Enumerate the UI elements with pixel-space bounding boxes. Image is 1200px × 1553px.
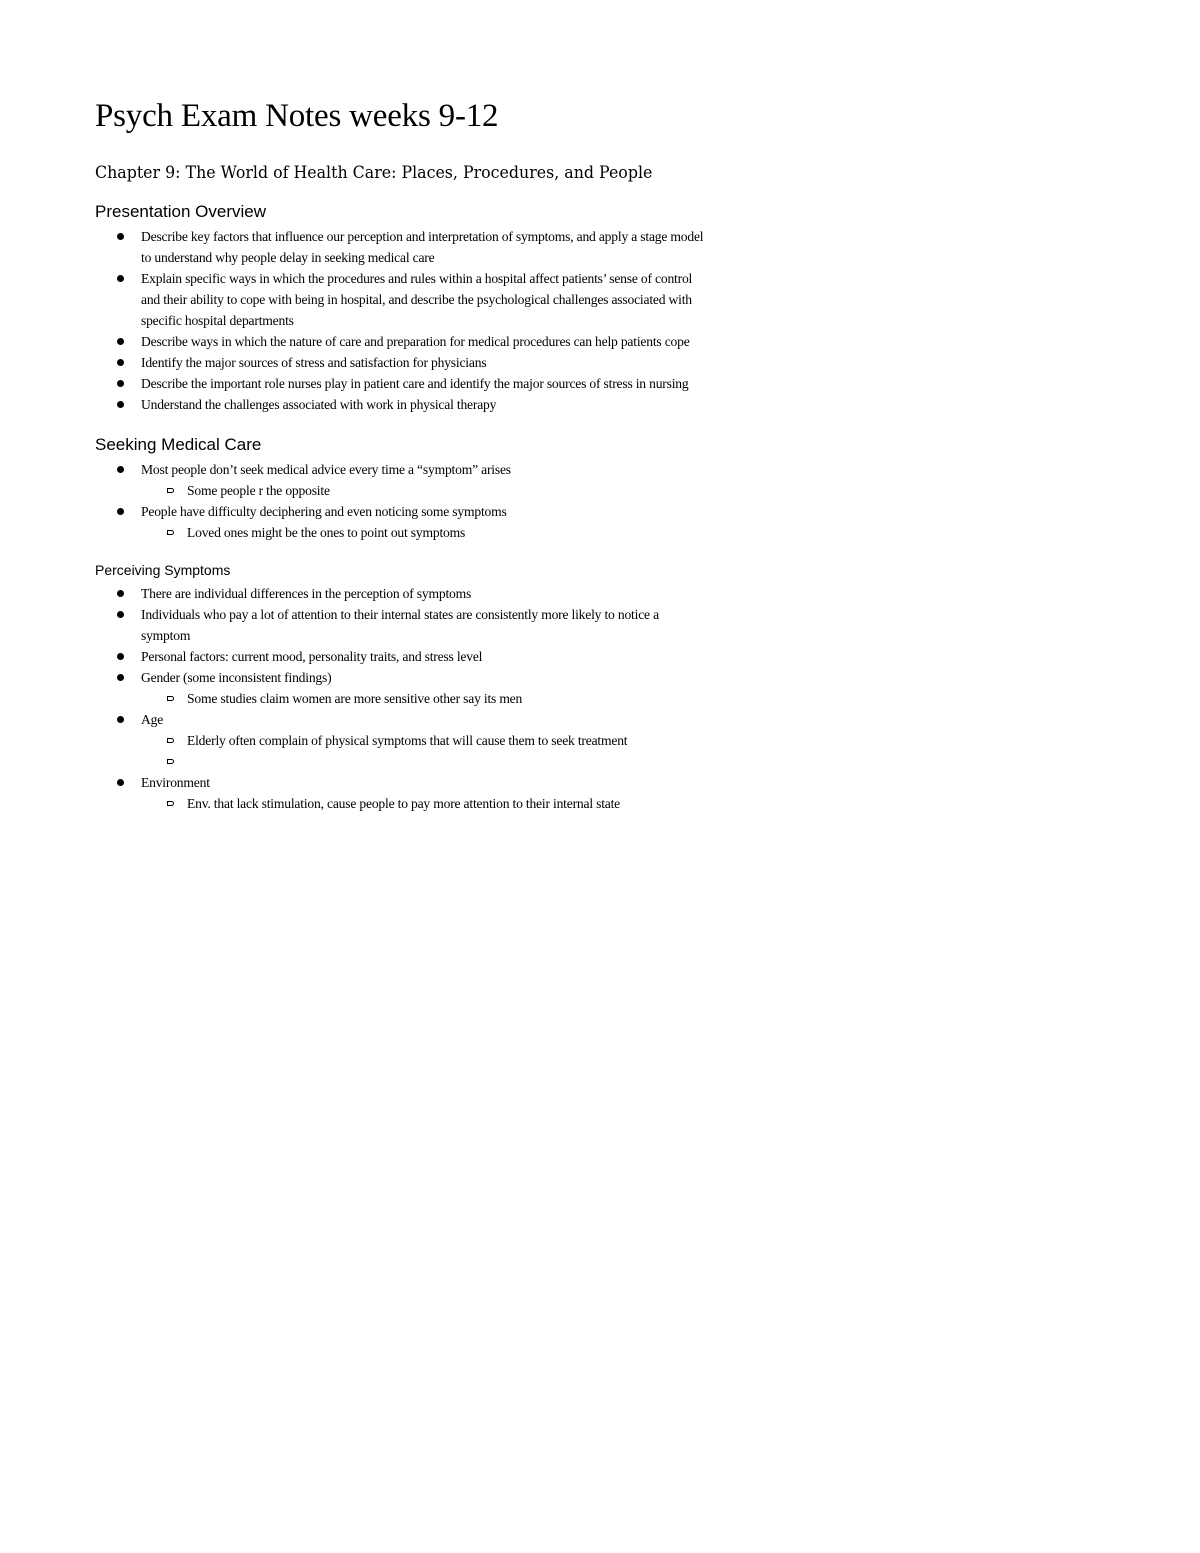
sub-list-item: Elderly often complain of physical symptoms that will cause them to seek treatment: [141, 730, 705, 751]
list-item: Understand the challenges associated with work in physical therapy: [95, 394, 705, 415]
list-item: Describe key factors that influence our perception and interpretation of symptoms, and apply a stage model to understand why people delay in seeking medical care: [95, 226, 705, 268]
sub-list: [141, 522, 705, 543]
list-item: Personal factors: current mood, personality traits, and stress level: [95, 646, 705, 667]
seeking-list: [95, 459, 705, 543]
sub-bullet-icon: [167, 801, 174, 806]
list-item: Age Elderly often complain of physical symptoms that will cause them to seek treatment: [95, 709, 705, 772]
section-heading-seeking-medical-care: Seeking Medical Care: [95, 435, 262, 454]
bullet-icon: [117, 611, 124, 618]
bullet-icon: [117, 275, 124, 282]
list-item: Individuals who pay a lot of attention to their internal states are consistently more likely to notice a symptom: [95, 604, 705, 646]
bullet-icon: [117, 380, 124, 387]
bullet-icon: [117, 779, 124, 786]
sub-list-item: Some people r the opposite: [141, 480, 705, 501]
overview-list: [95, 226, 705, 415]
list-item: There are individual differences in the perception of symptoms: [95, 583, 705, 604]
bullet-icon: [117, 466, 124, 473]
sub-list-item: Env. that lack stimulation, cause people to pay more attention to their internal state: [141, 793, 705, 814]
sub-list: [141, 688, 705, 709]
document-title: Psych Exam Notes weeks 9-12: [95, 98, 499, 134]
list-item: Environment Env. that lack stimulation, cause people to pay more attention to their internal state: [95, 772, 705, 814]
bullet-icon: [117, 233, 124, 240]
bullet-icon: [117, 338, 124, 345]
bullet-icon: [117, 716, 124, 723]
sub-list: [141, 793, 705, 814]
bullet-icon: [117, 653, 124, 660]
bullet-icon: [117, 508, 124, 515]
bullet-icon: [117, 674, 124, 681]
sub-list-item: [141, 751, 705, 772]
perceiving-list: [95, 583, 705, 814]
bullet-icon: [117, 401, 124, 408]
document-page: [95, 94, 705, 814]
sub-bullet-icon: [167, 696, 174, 701]
sub-list: [141, 730, 705, 772]
list-item: Identify the major sources of stress and satisfaction for physicians: [95, 352, 705, 373]
bullet-icon: [117, 590, 124, 597]
list-item: Describe ways in which the nature of care and preparation for medical procedures can help patients cope: [95, 331, 705, 352]
sub-bullet-icon: [167, 759, 174, 764]
section-heading-presentation-overview: Presentation Overview: [95, 202, 267, 221]
sub-list-item: Some studies claim women are more sensitive other say its men: [141, 688, 705, 709]
list-item: People have difficulty deciphering and even noticing some symptoms Loved ones might be the ones to point out symptoms: [95, 501, 705, 543]
list-item: Most people don’t seek medical advice every time a “symptom” arises Some people r the opposite: [95, 459, 705, 501]
list-item: Gender (some inconsistent findings) Some studies claim women are more sensitive other say its men: [95, 667, 705, 709]
sub-bullet-icon: [167, 738, 174, 743]
bullet-icon: [117, 359, 124, 366]
list-item: Explain specific ways in which the procedures and rules within a hospital affect patients’ sense of control and their ability to cope with being in hospital, and describe the psychological challenges associated with specific hospital departments: [95, 268, 705, 331]
sub-list-item: Loved ones might be the ones to point out symptoms: [141, 522, 705, 543]
sub-list: [141, 480, 705, 501]
section-heading-perceiving-symptoms: Perceiving Symptoms: [95, 562, 231, 578]
chapter-heading: Chapter 9: The World of Health Care: Places, Procedures, and People: [95, 163, 653, 183]
sub-bullet-icon: [167, 530, 174, 535]
sub-bullet-icon: [167, 488, 174, 493]
list-item: Describe the important role nurses play in patient care and identify the major sources of stress in nursing: [95, 373, 705, 394]
